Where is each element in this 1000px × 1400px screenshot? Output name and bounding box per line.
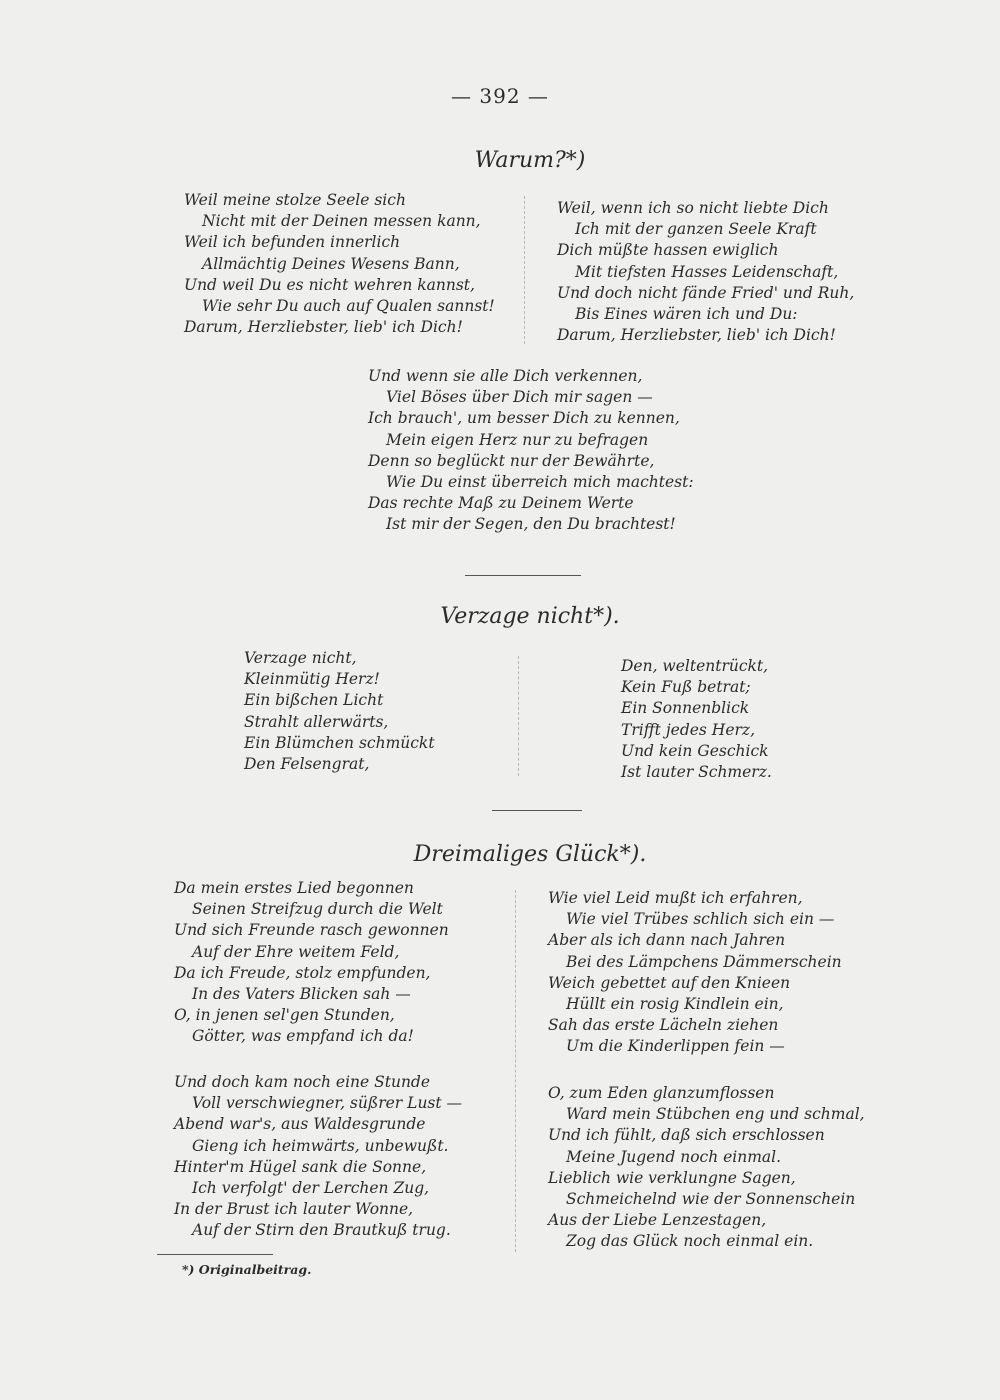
verse-line: Auf der Ehre weitem Feld, xyxy=(192,942,400,961)
verse-line: Wie viel Trübes schlich sich ein — xyxy=(566,910,835,929)
verse-line: Ich verfolgt' der Lerchen Zug, xyxy=(192,1179,430,1198)
verse-line: Meine Jugend noch einmal. xyxy=(566,1147,782,1166)
page-number: — 392 — xyxy=(451,84,549,108)
verse-line: Und kein Geschick xyxy=(621,741,769,760)
verse-line: Schmeichelnd wie der Sonnenschein xyxy=(566,1190,856,1209)
verse-line: Hinter'm Hügel sank die Sonne, xyxy=(174,1157,427,1176)
verse-line: Den, weltentrückt, xyxy=(621,657,769,675)
verse-line: Wie viel Leid mußt ich erfahren, xyxy=(548,889,803,907)
verse-line: Da ich Freude, stolz empfunden, xyxy=(174,963,431,982)
verse-line: Den Felsengrat, xyxy=(244,755,370,774)
verse-line: Kleinmütig Herz! xyxy=(244,670,380,689)
verse-line: Verzage nicht, xyxy=(244,649,357,667)
verse-line: Ist mir der Segen, den Du brachtest! xyxy=(386,515,676,534)
verse-line: Ich brauch', um besser Dich zu kennen, xyxy=(368,409,680,428)
verse-line: Kein Fuß betrat; xyxy=(621,678,751,697)
verse-line: Mit tiefsten Hasses Leidenschaft, xyxy=(575,262,839,281)
verse-line: Weil meine stolze Seele sich xyxy=(184,191,406,209)
verse-line: Da mein erstes Lied begonnen xyxy=(174,879,414,897)
verse-line: Das rechte Maß zu Deinem Werte xyxy=(368,494,634,513)
poem-warum-left-stanza xyxy=(184,190,495,338)
poem-title-verzage-nicht: Verzage nicht*). xyxy=(440,604,620,629)
verse-line: O, zum Eden glanzumflossen xyxy=(548,1084,775,1102)
verse-line: Und sich Freunde rasch gewonnen xyxy=(174,921,449,940)
verse-line: Ward mein Stübchen eng und schmal, xyxy=(566,1105,865,1124)
verse-line: Darum, Herzliebster, lieb' ich Dich! xyxy=(184,318,463,337)
verse-line: Bei des Lämpchens Dämmerschein xyxy=(566,952,842,971)
poem-warum-center-stanza xyxy=(368,366,694,536)
verse-line: Dich müßte hassen ewiglich xyxy=(557,241,779,260)
verse-line: Viel Böses über Dich mir sagen — xyxy=(386,388,653,407)
section-rule xyxy=(465,575,581,576)
poem-title-warum: Warum?*) xyxy=(474,148,586,173)
footnote: *) Originalbeitrag. xyxy=(182,1262,312,1277)
verse-line: Hüllt ein rosig Kindlein ein, xyxy=(566,995,784,1014)
poem-glueck-left-stanza-1 xyxy=(174,878,449,1048)
poem-title-dreimaliges-glueck: Dreimaliges Glück*). xyxy=(413,842,647,867)
verse-line: Und weil Du es nicht wehren kannst, xyxy=(184,275,475,294)
verse-line: Allmächtig Deines Wesens Bann, xyxy=(202,254,460,273)
verse-line: Wie sehr Du auch auf Qualen sannst! xyxy=(202,297,495,316)
verse-line: In der Brust ich lauter Wonne, xyxy=(174,1200,414,1219)
verse-line: Wie Du einst überreich mich machtest: xyxy=(386,473,694,492)
verse-line: Sah das erste Lächeln ziehen xyxy=(548,1016,779,1035)
section-rule xyxy=(492,810,582,811)
verse-line: Strahlt allerwärts, xyxy=(244,712,389,731)
verse-line: Aus der Liebe Lenzestagen, xyxy=(548,1211,767,1230)
poem-glueck-right-stanza-1 xyxy=(548,888,842,1058)
verse-line: Darum, Herzliebster, lieb' ich Dich! xyxy=(557,326,836,345)
verse-line: Abend war's, aus Waldesgrunde xyxy=(174,1115,426,1134)
verse-line: Ein bißchen Licht xyxy=(244,691,384,710)
verse-line: Ich mit der ganzen Seele Kraft xyxy=(575,220,817,239)
verse-line: Gieng ich heimwärts, unbewußt. xyxy=(192,1136,449,1155)
verse-line: Ist lauter Schmerz. xyxy=(621,763,772,782)
poem-glueck-right-stanza-2 xyxy=(548,1083,865,1253)
poem-verzage-left-stanza xyxy=(244,648,435,775)
verse-line: Ein Sonnenblick xyxy=(621,699,750,718)
verse-line: Um die Kinderlippen fein — xyxy=(566,1037,785,1056)
poem-glueck-left-stanza-2 xyxy=(174,1072,462,1242)
verse-line: Und doch kam noch eine Stunde xyxy=(174,1073,431,1091)
verse-line: Und doch nicht fände Fried' und Ruh, xyxy=(557,283,855,302)
verse-line: Weil, wenn ich so nicht liebte Dich xyxy=(557,199,829,217)
poem-warum-right-stanza xyxy=(557,198,854,346)
verse-line: Aber als ich dann nach Jahren xyxy=(548,931,786,950)
poem-verzage-right-stanza xyxy=(621,656,772,783)
verse-line: Bis Eines wären ich und Du: xyxy=(575,305,798,324)
verse-line: Trifft jedes Herz, xyxy=(621,720,755,739)
verse-line: Mein eigen Herz nur zu befragen xyxy=(386,430,649,449)
verse-line: In des Vaters Blicken sah — xyxy=(192,985,411,1004)
verse-line: Voll verschwiegner, süßrer Lust — xyxy=(192,1094,463,1113)
verse-line: Seinen Streifzug durch die Welt xyxy=(192,900,443,919)
column-divider xyxy=(518,656,519,776)
verse-line: Weich gebettet auf den Knieen xyxy=(548,973,791,992)
verse-line: Götter, was empfand ich da! xyxy=(192,1027,414,1046)
column-divider xyxy=(515,890,516,1252)
verse-line: Denn so beglückt nur der Bewährte, xyxy=(368,451,655,470)
verse-line: Auf der Stirn den Brautkuß trug. xyxy=(192,1221,451,1240)
verse-line: Zog das Glück noch einmal ein. xyxy=(566,1232,814,1251)
verse-line: Und wenn sie alle Dich verkennen, xyxy=(368,367,643,385)
footnote-rule xyxy=(157,1254,273,1255)
column-divider xyxy=(524,196,525,344)
verse-line: Lieblich wie verklungne Sagen, xyxy=(548,1168,796,1187)
verse-line: Und ich fühlt, daß sich erschlossen xyxy=(548,1126,825,1145)
verse-line: Nicht mit der Deinen messen kann, xyxy=(202,212,481,231)
verse-line: O, in jenen sel'gen Stunden, xyxy=(174,1006,395,1025)
verse-line: Weil ich befunden innerlich xyxy=(184,233,401,252)
verse-line: Ein Blümchen schmückt xyxy=(244,733,435,752)
